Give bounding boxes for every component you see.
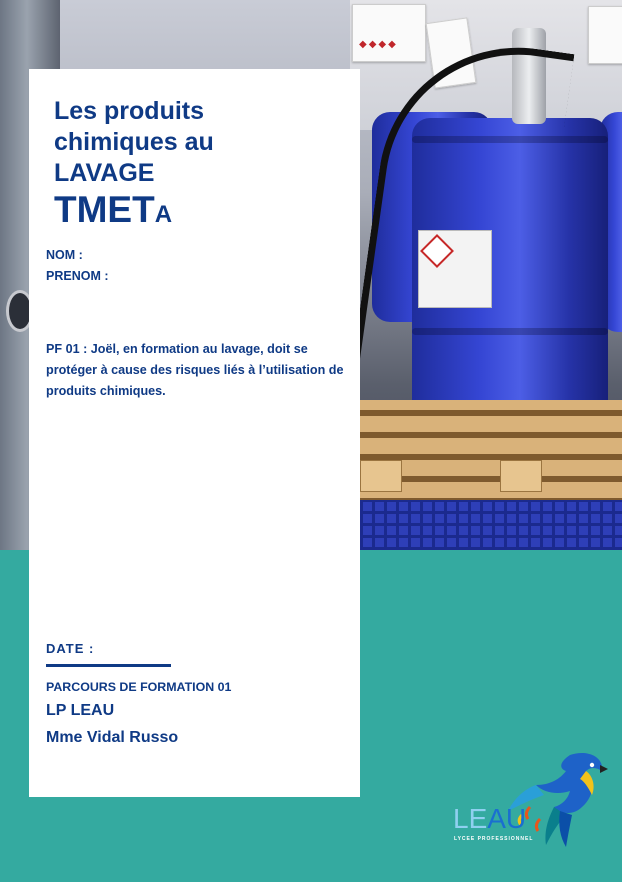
school-name: LP LEAU bbox=[46, 702, 115, 719]
teacher-name: Mme Vidal Russo bbox=[46, 729, 179, 746]
nom-label: NOM : bbox=[46, 248, 83, 262]
hazard-poster bbox=[588, 6, 622, 64]
date-underline bbox=[46, 664, 171, 667]
date-label: DATE : bbox=[46, 641, 95, 656]
logo-word-part1: LE bbox=[453, 803, 488, 834]
title-line: LAVAGE bbox=[54, 159, 155, 187]
title-line: Les produits bbox=[54, 97, 205, 125]
logo-wordmark bbox=[453, 803, 526, 835]
title-line: chimiques au bbox=[54, 128, 214, 156]
class-code-main: TMET bbox=[54, 189, 155, 230]
class-code-suffix: A bbox=[154, 201, 173, 228]
document-title bbox=[54, 96, 354, 235]
school-logo bbox=[450, 745, 610, 855]
logo-subtitle: LYCEE PROFESSIONNEL bbox=[454, 836, 534, 842]
hazard-poster bbox=[352, 4, 426, 62]
prenom-label: PRENOM : bbox=[46, 269, 109, 283]
cover-card bbox=[29, 69, 360, 797]
pf-description: PF 01 : Joël, en formation au lavage, doit se protéger à cause des risques liés à l’utilisation de produits chimiques. bbox=[46, 342, 344, 398]
parcours-label: PARCOURS DE FORMATION 01 bbox=[46, 680, 232, 694]
logo-word-part2: AU bbox=[487, 803, 527, 834]
class-code bbox=[54, 190, 354, 235]
grid-floor bbox=[360, 500, 622, 550]
